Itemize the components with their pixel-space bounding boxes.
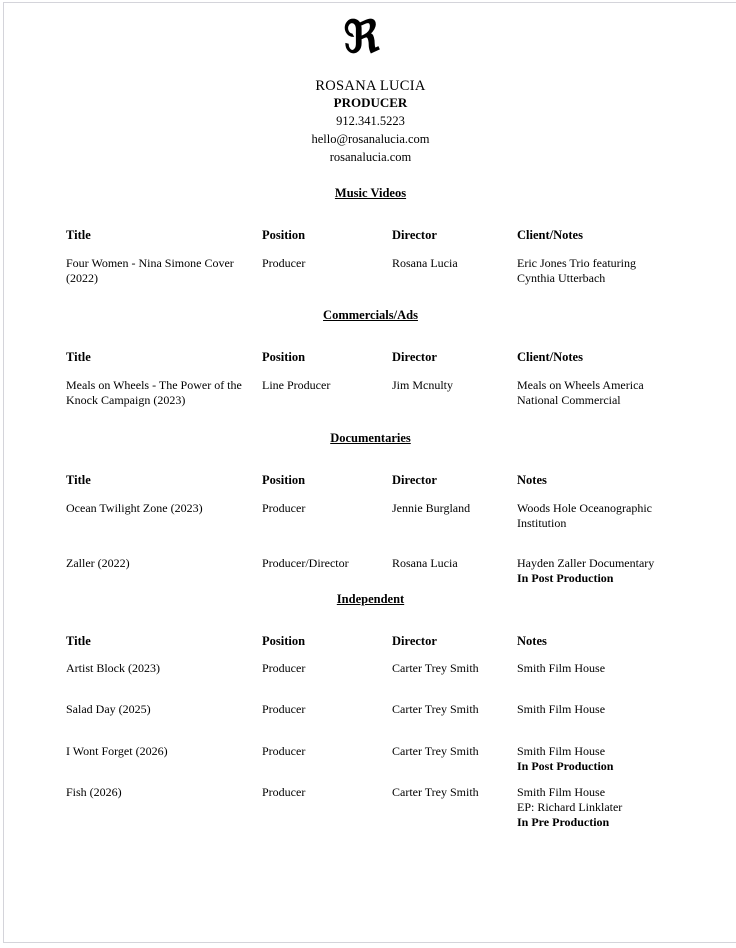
person-name: ROSANA LUCIA — [315, 78, 426, 94]
column-header-position: Position — [262, 473, 306, 487]
row-director: Carter Trey Smith — [392, 785, 479, 799]
table-header-row — [4, 473, 736, 488]
table-row — [4, 501, 736, 531]
row-position: Producer — [262, 256, 306, 270]
column-header-notes: Client/Notes — [517, 228, 583, 242]
column-header-notes: Notes — [517, 473, 547, 487]
row-position: Producer — [262, 785, 306, 799]
row-director: Carter Trey Smith — [392, 661, 479, 675]
email-address: hello@rosanalucia.com — [311, 132, 430, 146]
row-title: Ocean Twilight Zone (2023) — [66, 501, 203, 515]
column-header-position: Position — [262, 634, 306, 648]
row-notes: Eric Jones Trio featuring Cynthia Utterbach — [517, 256, 636, 285]
row-notes: Hayden Zaller Documentary In Post Production — [517, 556, 707, 586]
column-header-director: Director — [392, 350, 437, 364]
row-title: Artist Block (2023) — [66, 661, 160, 675]
row-notes: Smith Film House — [517, 661, 606, 675]
table-row — [4, 556, 736, 586]
column-header-director: Director — [392, 473, 437, 487]
status-in-pre-production: In Pre Production — [517, 815, 610, 829]
row-title: I Wont Forget (2026) — [66, 744, 168, 758]
column-header-notes: Notes — [517, 634, 547, 648]
table-row — [4, 661, 736, 676]
row-director: Rosana Lucia — [392, 256, 458, 270]
row-position: Producer/Director — [262, 556, 349, 570]
column-header-position: Position — [262, 228, 306, 242]
row-position: Producer — [262, 501, 306, 515]
section-heading-independent: Independent — [336, 592, 405, 606]
column-header-position: Position — [262, 350, 306, 364]
table-row — [4, 785, 736, 830]
section-heading-documentaries: Documentaries — [330, 431, 411, 445]
row-title: Zaller (2022) — [66, 556, 130, 570]
table-header-row — [4, 228, 736, 243]
row-title: Fish (2026) — [66, 785, 122, 799]
row-position: Producer — [262, 744, 306, 758]
section-heading-music-videos: Music Videos — [334, 186, 407, 200]
column-header-director: Director — [392, 634, 437, 648]
resume-page — [3, 2, 736, 943]
row-director: Carter Trey Smith — [392, 702, 479, 716]
row-position: Line Producer — [262, 378, 331, 392]
column-header-title: Title — [66, 634, 91, 648]
column-header-director: Director — [392, 228, 437, 242]
row-notes: Woods Hole Oceanographic Institution — [517, 501, 652, 530]
row-notes: Smith Film House EP: Richard Linklater In Pre Production — [517, 785, 707, 830]
table-row — [4, 378, 736, 408]
row-position: Producer — [262, 661, 306, 675]
phone-number: 912.341.5223 — [336, 114, 405, 128]
row-title: Four Women - Nina Simone Cover (2022) — [66, 256, 234, 285]
column-header-title: Title — [66, 350, 91, 364]
person-title: PRODUCER — [333, 95, 408, 110]
row-title: Salad Day (2025) — [66, 702, 151, 716]
row-director: Carter Trey Smith — [392, 744, 479, 758]
table-row — [4, 256, 736, 286]
table-header-row — [4, 634, 736, 649]
status-in-post-production: In Post Production — [517, 571, 614, 585]
table-row — [4, 702, 736, 717]
table-header-row — [4, 350, 736, 365]
row-notes: Smith Film House In Post Production — [517, 744, 707, 774]
row-position: Producer — [262, 702, 306, 716]
row-notes: Smith Film House — [517, 702, 606, 716]
section-heading-commercials-ads: Commercials/Ads — [323, 308, 418, 322]
column-header-title: Title — [66, 473, 91, 487]
resume-content — [4, 12, 736, 830]
column-header-title: Title — [66, 228, 91, 242]
row-director: Jim Mcnulty — [392, 378, 454, 392]
table-row — [4, 744, 736, 774]
column-header-notes: Client/Notes — [517, 350, 583, 364]
status-in-post-production: In Post Production — [517, 759, 614, 773]
row-director: Rosana Lucia — [392, 556, 458, 570]
website-url: rosanalucia.com — [329, 150, 412, 164]
blackletter-r-logo-icon: ℜ — [343, 12, 380, 63]
row-title: Meals on Wheels - The Power of the Knock Campaign (2023) — [66, 378, 242, 407]
row-director: Jennie Burgland — [392, 501, 471, 515]
row-notes: Meals on Wheels America National Commercial — [517, 378, 644, 407]
